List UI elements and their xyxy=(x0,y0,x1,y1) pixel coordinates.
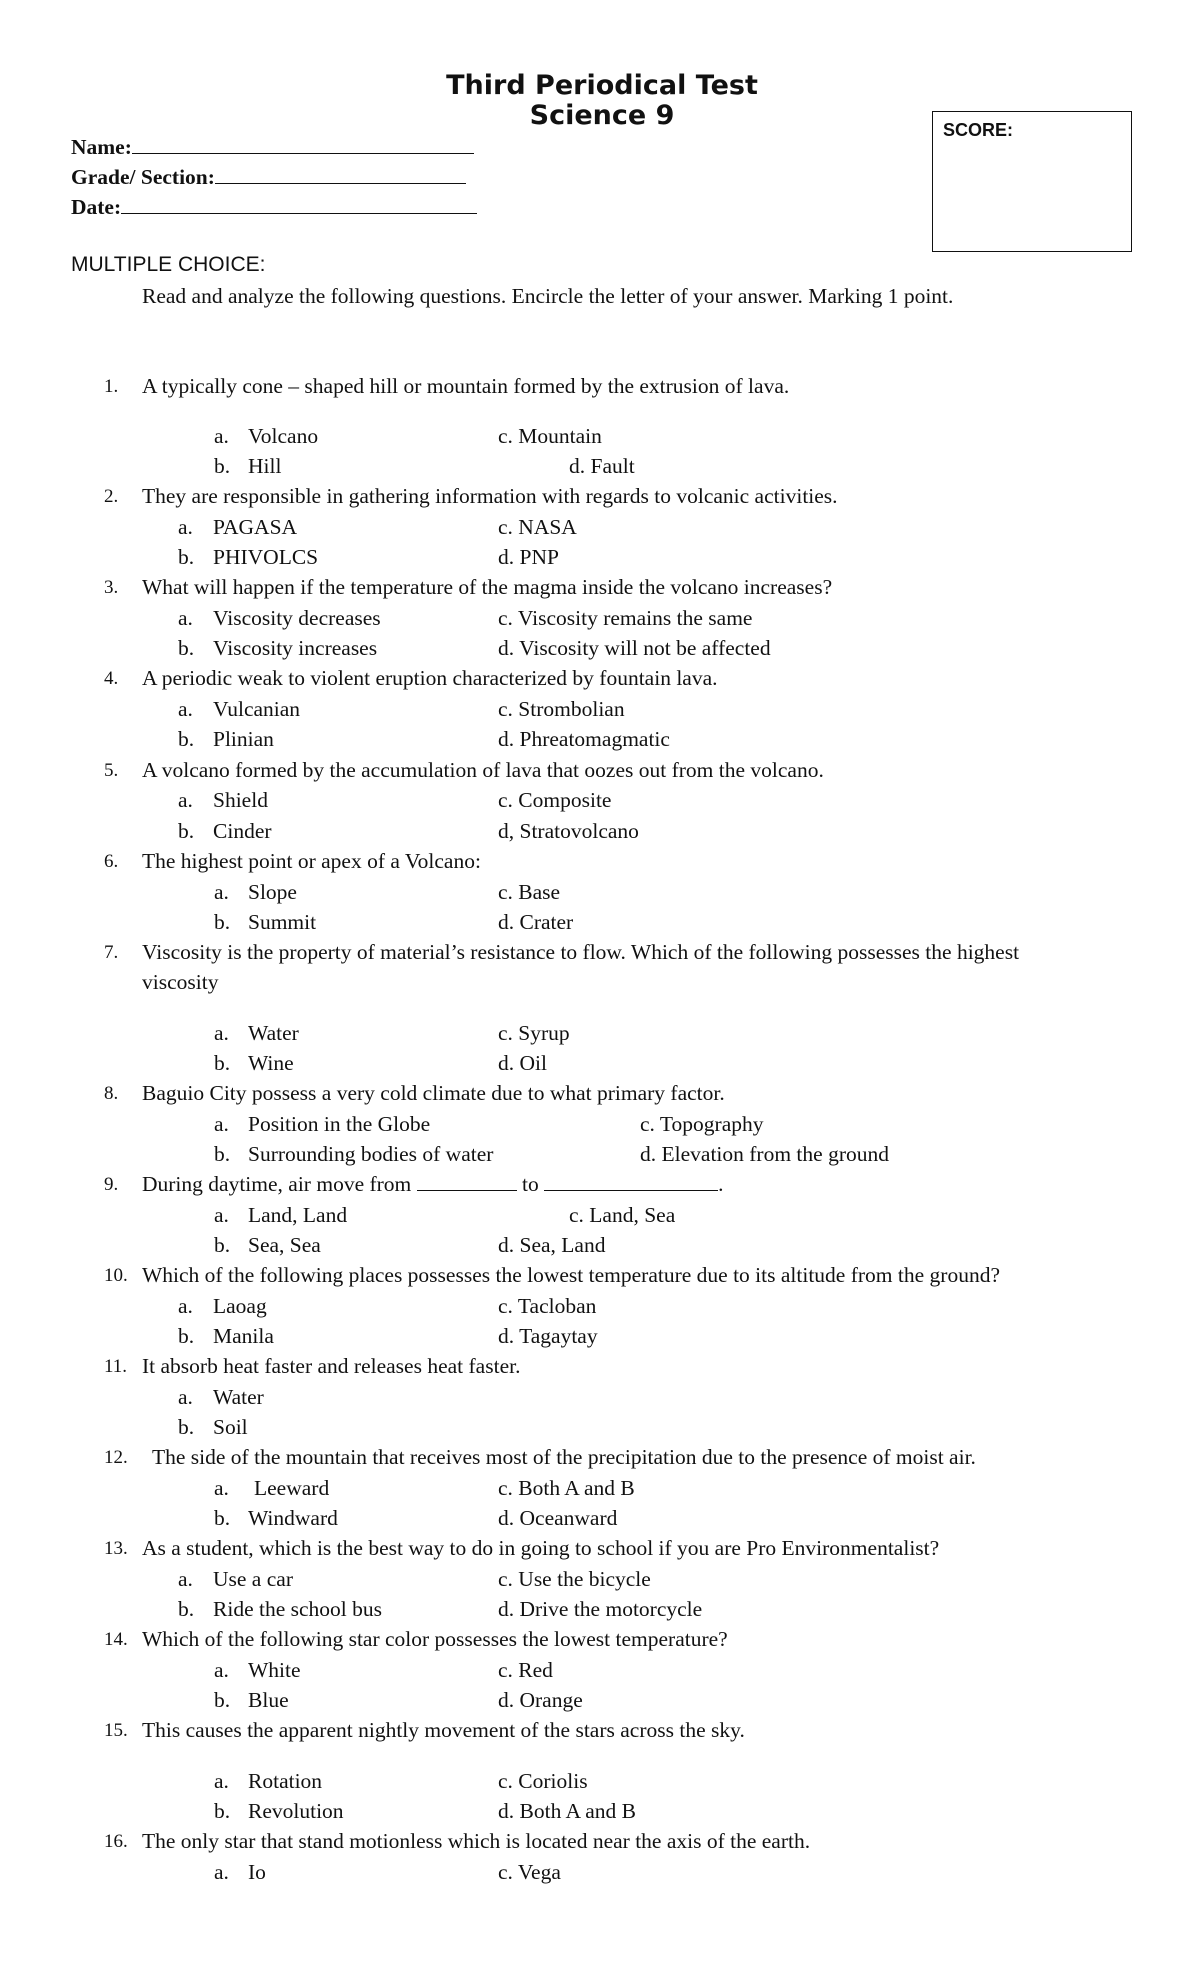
q15-option-d: d. Both A and B xyxy=(498,1799,636,1823)
q13-stem: As a student, which is the best way to do in going to school if you are Pro Environmentalist? xyxy=(142,1536,940,1560)
q13-option-b-letter: b. xyxy=(178,1597,195,1621)
q4-stem: A periodic weak to violent eruption characterized by fountain lava. xyxy=(142,666,718,690)
q9-stem xyxy=(142,1172,724,1197)
subject-title: Science 9 xyxy=(529,100,675,131)
name-field xyxy=(71,133,474,160)
q15-option-b-letter: b. xyxy=(214,1799,231,1823)
q1-option-a-letter: a. xyxy=(214,424,229,448)
q3-stem: What will happen if the temperature of the magma inside the volcano increases? xyxy=(142,575,833,599)
q1-number: 1. xyxy=(104,376,119,397)
q9-stem-end: . xyxy=(718,1172,724,1196)
q16-option-a: Io xyxy=(248,1860,266,1884)
q6-stem: The highest point or apex of a Volcano: xyxy=(142,849,481,873)
q14-number: 14. xyxy=(104,1629,128,1650)
q7-option-b-letter: b. xyxy=(214,1051,231,1075)
q5-option-a: Shield xyxy=(213,788,268,812)
q16-stem: The only star that stand motionless which is located near the axis of the earth. xyxy=(142,1829,811,1853)
q10-number: 10. xyxy=(104,1265,128,1286)
q8-option-a: Position in the Globe xyxy=(248,1112,431,1136)
q11-stem: It absorb heat faster and releases heat faster. xyxy=(142,1354,521,1378)
q2-option-c: c. NASA xyxy=(498,515,577,539)
q10-option-d: d. Tagaytay xyxy=(498,1324,598,1348)
q14-option-b: Blue xyxy=(248,1688,289,1712)
grade-section-label: Grade/ Section: xyxy=(71,165,215,189)
q8-option-b-letter: b. xyxy=(214,1142,231,1166)
q10-option-c: c. Tacloban xyxy=(498,1294,597,1318)
q9-option-d: d. Sea, Land xyxy=(498,1233,606,1257)
q4-option-a-letter: a. xyxy=(178,697,193,721)
instructions: Read and analyze the following questions. Encircle the letter of your answer. Marking 1 point. xyxy=(142,284,954,308)
q5-stem: A volcano formed by the accumulation of lava that oozes out from the volcano. xyxy=(142,758,824,782)
q16-option-c: c. Vega xyxy=(498,1860,561,1884)
q10-option-a: Laoag xyxy=(213,1294,267,1318)
q15-number: 15. xyxy=(104,1720,128,1741)
q9-number: 9. xyxy=(104,1174,119,1195)
q7-option-b: Wine xyxy=(248,1051,294,1075)
q13-option-a-letter: a. xyxy=(178,1567,193,1591)
q11-option-b-letter: b. xyxy=(178,1415,195,1439)
q13-option-d: d. Drive the motorcycle xyxy=(498,1597,703,1621)
q12-option-b-letter: b. xyxy=(214,1506,231,1530)
q7-option-c: c. Syrup xyxy=(498,1021,570,1045)
date-label: Date: xyxy=(71,195,122,219)
q8-option-d: d. Elevation from the ground xyxy=(640,1142,889,1166)
q4-option-a: Vulcanian xyxy=(213,697,301,721)
date-field xyxy=(71,193,477,220)
q11-option-a: Water xyxy=(213,1385,264,1409)
score-label: SCORE: xyxy=(943,120,1014,140)
q1-option-b-letter: b. xyxy=(214,454,231,478)
q12-option-a: Leeward xyxy=(254,1476,330,1500)
q4-option-c: c. Strombolian xyxy=(498,697,625,721)
q8-option-b: Surrounding bodies of water xyxy=(248,1142,494,1166)
q6-number: 6. xyxy=(104,851,119,872)
q15-option-a: Rotation xyxy=(248,1769,323,1793)
q11-number: 11. xyxy=(104,1356,128,1377)
q7-option-d: d. Oil xyxy=(498,1051,547,1075)
q1-option-c: c. Mountain xyxy=(498,424,602,448)
q9-option-c: c. Land, Sea xyxy=(569,1203,676,1227)
q1-option-b: Hill xyxy=(248,454,282,478)
q11-option-b: Soil xyxy=(213,1415,248,1439)
score-box xyxy=(932,111,1132,252)
q7-stem-continued: viscosity xyxy=(142,970,219,994)
q2-option-a: PAGASA xyxy=(213,515,298,539)
q12-option-a-letter: a. xyxy=(214,1476,229,1500)
q8-number: 8. xyxy=(104,1083,119,1104)
q6-option-b: Summit xyxy=(248,910,317,934)
q6-option-a-letter: a. xyxy=(214,880,229,904)
q10-stem: Which of the following places possesses the lowest temperature due to its altitude from the ground? xyxy=(142,1263,1000,1287)
q13-option-b: Ride the school bus xyxy=(213,1597,382,1621)
date-line xyxy=(121,193,477,214)
q5-option-b: Cinder xyxy=(213,819,272,843)
q13-option-a: Use a car xyxy=(213,1567,293,1591)
q7-option-a: Water xyxy=(248,1021,299,1045)
q7-number: 7. xyxy=(104,942,119,963)
q4-number: 4. xyxy=(104,668,119,689)
q2-option-d: d. PNP xyxy=(498,545,559,569)
name-line xyxy=(132,133,474,154)
q2-option-b-letter: b. xyxy=(178,545,195,569)
q10-option-a-letter: a. xyxy=(178,1294,193,1318)
q4-option-b: Plinian xyxy=(213,727,274,751)
q12-option-d: d. Oceanward xyxy=(498,1506,618,1530)
q3-option-d: d. Viscosity will not be affected xyxy=(498,636,771,660)
q9-option-b-letter: b. xyxy=(214,1233,231,1257)
q5-option-b-letter: b. xyxy=(178,819,195,843)
q2-number: 2. xyxy=(104,486,119,507)
q15-option-b: Revolution xyxy=(248,1799,344,1823)
q6-option-b-letter: b. xyxy=(214,910,231,934)
q9-option-a: Land, Land xyxy=(248,1203,348,1227)
q8-option-c: c. Topography xyxy=(640,1112,764,1136)
grade-section-line xyxy=(215,163,466,184)
q13-number: 13. xyxy=(104,1538,128,1559)
q14-stem: Which of the following star color possesses the lowest temperature? xyxy=(142,1627,728,1651)
q8-stem: Baguio City possess a very cold climate due to what primary factor. xyxy=(142,1081,725,1105)
q10-option-b: Manila xyxy=(213,1324,274,1348)
q8-option-a-letter: a. xyxy=(214,1112,229,1136)
q9-option-a-letter: a. xyxy=(214,1203,229,1227)
q4-option-d: d. Phreatomagmatic xyxy=(498,727,670,751)
q11-option-a-letter: a. xyxy=(178,1385,193,1409)
q3-option-a: Viscosity decreases xyxy=(213,606,381,630)
q7-stem: Viscosity is the property of material’s resistance to flow. Which of the following possesses the highest xyxy=(142,940,1020,964)
q3-option-b-letter: b. xyxy=(178,636,195,660)
q14-option-a-letter: a. xyxy=(214,1658,229,1682)
q1-option-a: Volcano xyxy=(248,424,319,448)
q13-option-c: c. Use the bicycle xyxy=(498,1567,651,1591)
q2-stem: They are responsible in gathering information with regards to volcanic activities. xyxy=(142,484,838,508)
name-label: Name: xyxy=(71,135,132,159)
q12-option-c: c. Both A and B xyxy=(498,1476,635,1500)
q3-number: 3. xyxy=(104,577,119,598)
q2-option-a-letter: a. xyxy=(178,515,193,539)
q1-option-d: d. Fault xyxy=(569,454,635,478)
q6-option-c: c. Base xyxy=(498,880,561,904)
grade-section-field xyxy=(71,163,466,190)
q4-option-b-letter: b. xyxy=(178,727,195,751)
q15-option-c: c. Coriolis xyxy=(498,1769,588,1793)
q3-option-b: Viscosity increases xyxy=(213,636,378,660)
q3-option-c: c. Viscosity remains the same xyxy=(498,606,753,630)
q14-option-a: White xyxy=(248,1658,301,1682)
q12-stem: The side of the mountain that receives most of the precipitation due to the presence of moist air. xyxy=(152,1445,976,1469)
q5-option-c: c. Composite xyxy=(498,788,612,812)
q6-option-a: Slope xyxy=(248,880,297,904)
q5-option-a-letter: a. xyxy=(178,788,193,812)
q2-option-b: PHIVOLCS xyxy=(213,545,319,569)
q1-stem: A typically cone – shaped hill or mountain formed by the extrusion of lava. xyxy=(142,374,790,398)
test-title: Third Periodical Test xyxy=(446,70,758,101)
q12-number: 12. xyxy=(104,1447,128,1468)
q5-number: 5. xyxy=(104,760,119,781)
q5-option-d: d, Stratovolcano xyxy=(498,819,639,843)
q14-option-d: d. Orange xyxy=(498,1688,583,1712)
q16-number: 16. xyxy=(104,1831,128,1852)
q3-option-a-letter: a. xyxy=(178,606,193,630)
q9-stem-mid: to xyxy=(522,1172,539,1196)
q6-option-d: d. Crater xyxy=(498,910,574,934)
q12-option-b: Windward xyxy=(248,1506,338,1530)
q15-stem: This causes the apparent nightly movement of the stars across the sky. xyxy=(142,1718,745,1742)
q10-option-b-letter: b. xyxy=(178,1324,195,1348)
q14-option-b-letter: b. xyxy=(214,1688,231,1712)
q15-option-a-letter: a. xyxy=(214,1769,229,1793)
section-heading: MULTIPLE CHOICE: xyxy=(71,253,266,276)
q16-option-a-letter: a. xyxy=(214,1860,229,1884)
q9-blank-2 xyxy=(544,1172,718,1191)
q9-option-b: Sea, Sea xyxy=(248,1233,321,1257)
q14-option-c: c. Red xyxy=(498,1658,553,1682)
q7-option-a-letter: a. xyxy=(214,1021,229,1045)
q9-stem-start: During daytime, air move from xyxy=(142,1172,412,1196)
q9-blank-1 xyxy=(417,1172,517,1191)
